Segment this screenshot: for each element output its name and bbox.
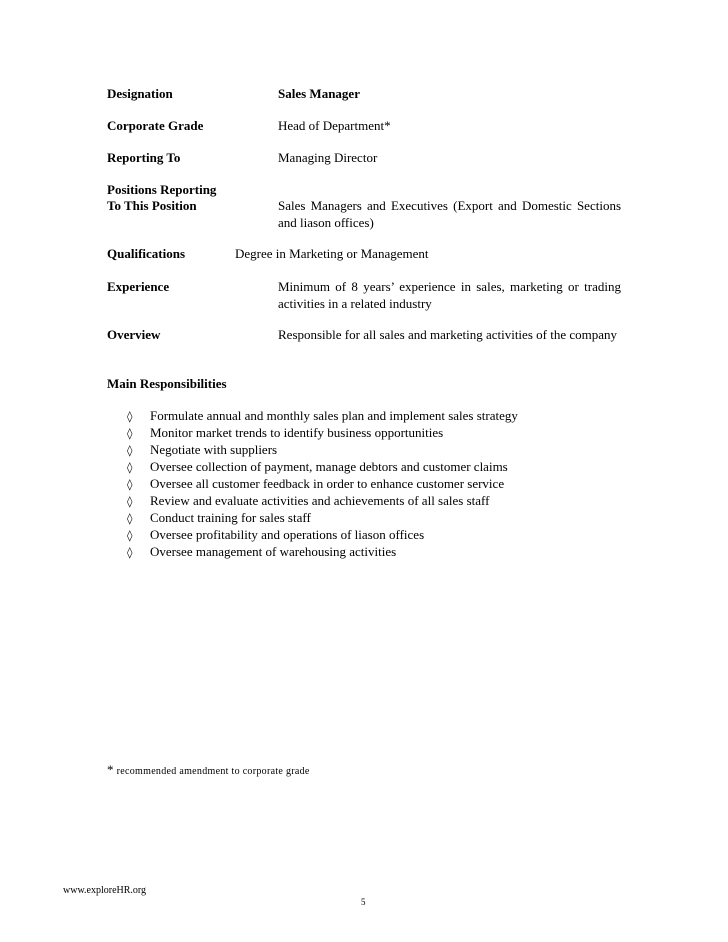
diamond-bullet-icon: ◊ (127, 427, 133, 440)
footnote-star: * (107, 762, 114, 777)
qualifications-value: Degree in Marketing or Management (235, 246, 429, 261)
list-item (127, 509, 518, 526)
list-item-text: Conduct training for sales staff (150, 510, 311, 525)
corporate-grade-value: Head of Department* (278, 118, 391, 133)
responsibilities-heading: Main Responsibilities (107, 376, 227, 391)
list-item (127, 441, 518, 458)
diamond-bullet-icon: ◊ (127, 444, 133, 457)
experience-value: Minimum of 8 years’ experience in sales, marketing or trading activities in a related industry (278, 279, 621, 311)
list-item (127, 492, 518, 509)
positions-reporting-value: Sales Managers and Executives (Export and Domestic Sections and liason offices) (278, 198, 621, 230)
reporting-to-label: Reporting To (107, 150, 181, 165)
diamond-bullet-icon: ◊ (127, 410, 133, 423)
diamond-bullet-icon: ◊ (127, 512, 133, 525)
list-item (127, 407, 518, 424)
list-item-text: Oversee profitability and operations of liason offices (150, 527, 425, 542)
list-item-text: Oversee collection of payment, manage debtors and customer claims (150, 459, 508, 474)
list-item-text: Review and evaluate activities and achievements of all sales staff (150, 493, 490, 508)
list-item (127, 526, 518, 543)
diamond-bullet-icon: ◊ (127, 529, 133, 542)
positions-reporting-label-line1: Positions Reporting (107, 182, 217, 197)
footnote-text: recommended amendment to corporate grade (116, 766, 310, 777)
footer-website: www.exploreHR.org (63, 885, 147, 896)
list-item-text: Monitor market trends to identify business opportunities (150, 425, 444, 440)
footnote (107, 762, 310, 778)
designation-value: Sales Manager (278, 86, 360, 101)
designation-label: Designation (107, 86, 173, 101)
diamond-bullet-icon: ◊ (127, 546, 133, 559)
list-item (127, 475, 518, 492)
overview-label: Overview (107, 327, 161, 342)
page-number: 5 (361, 897, 366, 907)
list-item-text: Oversee management of warehousing activities (150, 544, 397, 559)
list-item-text: Negotiate with suppliers (150, 442, 278, 457)
diamond-bullet-icon: ◊ (127, 478, 133, 491)
corporate-grade-label: Corporate Grade (107, 118, 204, 133)
overview-value: Responsible for all sales and marketing activities of the company (278, 327, 617, 342)
positions-reporting-label-line2: To This Position (107, 198, 197, 213)
list-item-text: Oversee all customer feedback in order to enhance customer service (150, 476, 505, 491)
list-item-text: Formulate annual and monthly sales plan and implement sales strategy (150, 408, 518, 423)
reporting-to-value: Managing Director (278, 150, 378, 165)
diamond-bullet-icon: ◊ (127, 461, 133, 474)
diamond-bullet-icon: ◊ (127, 495, 133, 508)
qualifications-label: Qualifications (107, 246, 186, 261)
responsibilities-list (127, 407, 518, 560)
experience-label: Experience (107, 279, 170, 294)
list-item (127, 424, 518, 441)
list-item (127, 458, 518, 475)
list-item (127, 543, 518, 560)
